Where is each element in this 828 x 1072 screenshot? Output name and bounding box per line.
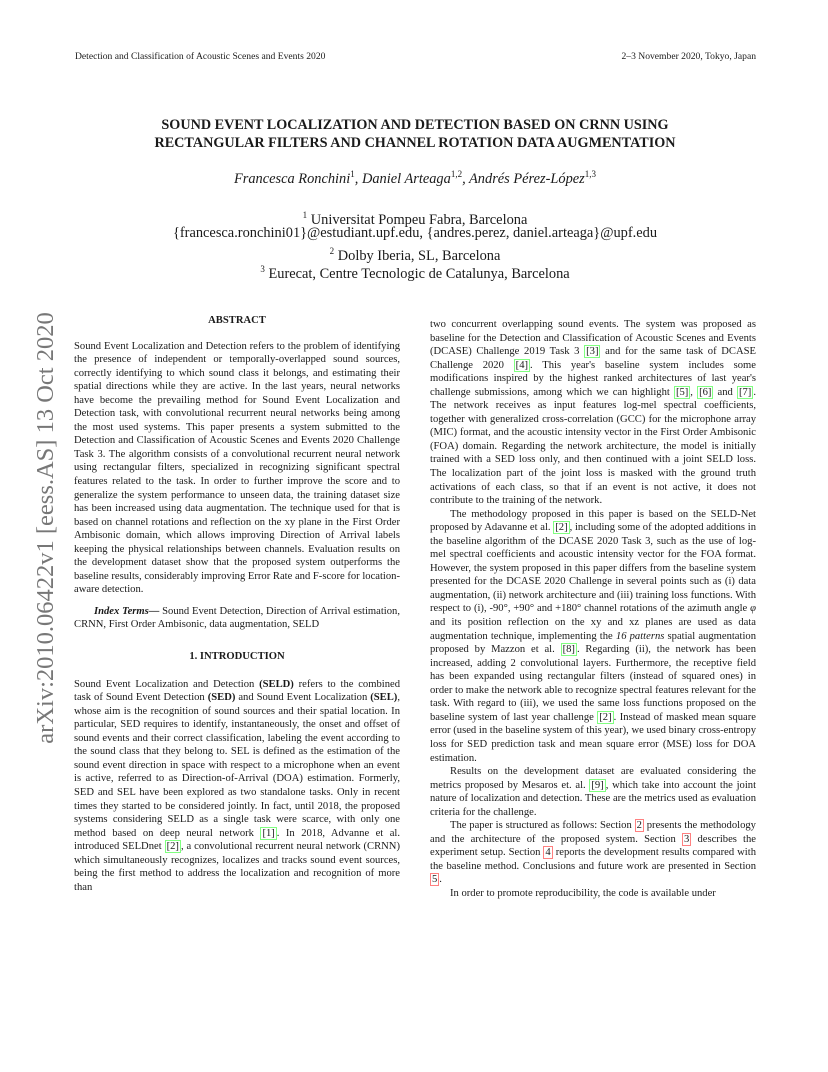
citation-link[interactable]: [2] <box>599 711 612 723</box>
introduction-heading: 1. INTRODUCTION <box>189 651 285 663</box>
body-paragraph: In order to promote reproducibility, the code is available under <box>450 887 716 899</box>
running-header-right: 2–3 November 2020, Tokyo, Japan <box>621 51 756 62</box>
affiliation-1: $^1$ Universitat Pompeu Fabra, Barcelona <box>302 210 528 228</box>
arxiv-identifier: arXiv:2010.06422v1 [eess.AS] 13 Oct 2020 <box>32 312 59 744</box>
running-header-left: Detection and Classification of Acoustic Scenes and Events 2020 <box>75 51 326 62</box>
index-terms: Index Terms— Sound Event Detection, Direction of Arrival estimation, CRNN, First Order Ambisonic, data augmentation, SELD <box>74 605 400 631</box>
affiliation-2: $^2$ Dolby Iberia, SL, Barcelona <box>329 246 501 264</box>
section-link[interactable]: 4 <box>545 847 551 859</box>
author-affil-marker: 1,2 <box>450 169 463 179</box>
title-line-2: RECTANGULAR FILTERS AND CHANNEL ROTATION DATA AUGMENTATION <box>154 134 676 151</box>
citation-link[interactable]: [7] <box>738 386 752 398</box>
citation-link[interactable]: [9] <box>591 779 604 791</box>
citation-link[interactable]: [1] <box>262 827 275 839</box>
author-name: Francesca Ronchini <box>233 170 351 187</box>
left-column <box>74 314 400 894</box>
citation-link[interactable]: [5] <box>675 386 689 398</box>
section-link[interactable]: 2 <box>636 820 642 832</box>
author-name: Andrés Pérez-López <box>469 170 585 187</box>
abstract-heading: ABSTRACT <box>208 315 266 326</box>
body-paragraph: two concurrent overlapping sound events. The system was proposed as baseline for the Detection and Classification of Acoustic Scenes and Events (DCASE) Challenge 2019 Task 3 [3] and for the same task of DCASE Challenge 2020 [4] . This year's baseline system includes some modifications inspired by the highest ranked architectures of last year's challenge submissions, among which we can highlight [5] , [6] and [7] . The network receives as input features log-mel spectral coefficients, together with generalized cross-correlation (GCC) for the microphone array (MIC) format, and the acoustic intensity vector in the First Order Ambisonic (FOA) domain. Regarding the network architecture, the model is initially trained with a SED loss only, and then continued with a joint SELD loss. The localization part of the joint loss is masked with the ground truth activations of each class, so that if an event is not active, it does not contribute to the training of the network. <box>430 319 756 507</box>
author-name: Daniel Arteaga <box>361 170 451 187</box>
author-list: Francesca Ronchini$^1$, Daniel Arteaga$^{1,2}$, Andrés Pérez-López$^{1,3}$ <box>233 169 597 187</box>
body-paragraph: The paper is structured as follows: Section 2 presents the methodology and the architecture of the proposed system. Section 3 describes the experiment setup. Section 4 reports the development results compared with the baseline method. Conclusions and future work are presented in Section 5 . <box>430 820 757 886</box>
body-paragraph: The methodology proposed in this paper is based on the SELD-Net proposed by Adavanne et al. [2] , including some of the adopted additions in the baseline algorithm of the DCASE 2020 Task 3, such as the use of log-mel spectral coefficients and acoustic intensity vector for the FOA format. However, the system proposed in this paper differs from the baseline system presented for the DCASE 2020 Challenge in several points such as (i) data augmentation, (ii) network architecture and (iii) training loss functions. With respect to (i), -90°, +90° and +180° channel rotations of the azimuth angle φ and its position reflection on the xy and xz planes are used as data augmentation technique, implementing the 16 patterns spatial augmentation proposed by Mazzon et al. [8] . Regarding (ii), the network has been increased, adding 2 convolutional layers. Furthermore, the receptive field has been expanded using rectangular filters (instead of squared ones) in order to make the network able to recognize spectral features relevant for the task. With regard to (iii), we used the same loss functions proposed on the baseline system of last year challenge [2] . Instead of masked mean square error (used in the baseline system of this year), we used binary cross-entropy loss for SED prediction task and mean square error (MSE) loss for DOA estimation. <box>430 508 756 764</box>
citation-link[interactable]: [2] <box>166 841 179 853</box>
author-emails: {francesca.ronchini01}@estudiant.upf.edu, {andres.perez, daniel.arteaga}@upf.edu <box>172 225 658 241</box>
title-line-1: SOUND EVENT LOCALIZATION AND DETECTION BASED ON CRNN USING <box>161 117 669 133</box>
introduction-paragraph: Sound Event Localization and Detection (SELD) refers to the combined task of Sound Event Detection (SED) and Sound Event Localization (SEL), whose aim is the recognition of sound sources and their spatial location. In particular, SED requires to identify, instantaneously, the onset and offset of sound events and their correct classification, labeling the event according to the sound class that they belong to. SEL is defined as the estimation of the sound event direction in space with respect to a microphone when an event is active, referred to as Direction-of-Arrival (DOA) estimation. Formerly, SED and SEL have been explored as two standalone tasks. Only in recent times they started to be considered jointly. In fact, until 2018, the proposed systems considering SELD as a single task were scarce, with only one method based on deep neural network [1] . In 2018, Advanne et al. introduced SELDnet [2] , a convolutional recurrent neural network (CRNN) which simultaneously recognizes, localizes and tracks sound event sources, being the first method to address the localization and recognition of more than <box>74 678 400 893</box>
paper-title <box>70 117 760 152</box>
citation-link[interactable]: [4] <box>515 359 529 371</box>
right-column <box>430 318 756 901</box>
author-affil-marker: 1 <box>350 169 355 179</box>
citation-link[interactable]: [6] <box>699 386 712 398</box>
section-link[interactable]: 5 <box>432 874 438 886</box>
section-link[interactable]: 3 <box>684 833 690 845</box>
author-affil-marker: 1,3 <box>584 169 597 179</box>
body-paragraph: Results on the development dataset are evaluated considering the metrics proposed by Mesaros et. al. [9] , which take into account the joint nature of localization and detection. These are the metrics used as evaluation criteria for the challenge. <box>430 766 757 818</box>
abstract-text: Sound Event Localization and Detection refers to the problem of identifying the presence of independent or temporally-overlapped sound sources, correctly identifying to which sound class it belongs, and estimating their spatial directions while they are active. In the last years, neural networks have become the prevailing method for Sound Event Localization and Detection task, with convolutional recurrent neural networks being among the most used systems. This paper presents a system submitted to the Detection and Classification of Acoustic Scenes and Events 2020 Challenge Task 3. The algorithm consists of a convolutional recurrent neural network using rectangular filters, specialized in recognizing significant spectral features related to the task. In order to further improve the score and to generalize the system performance to unseen data, the training dataset size has been increased using data augmentation. The technique used for that is based on channel rotations and reflection on the xy plane in the First Order Ambisonic domain, which allows improving Direction of Arrival labels keeping the physical relationships between channels. Evaluation results on the development dataset show that the proposed system outperforms the baseline results, considerably improving Error Rate and F-score for location-aware detection. <box>74 340 400 596</box>
affiliation-3: $^3$ Eurecat, Centre Tecnologic de Catalunya, Barcelona <box>260 264 570 282</box>
citation-link[interactable]: [2] <box>555 522 568 534</box>
citation-link[interactable]: [3] <box>586 346 599 358</box>
citation-link[interactable]: [8] <box>562 644 575 656</box>
